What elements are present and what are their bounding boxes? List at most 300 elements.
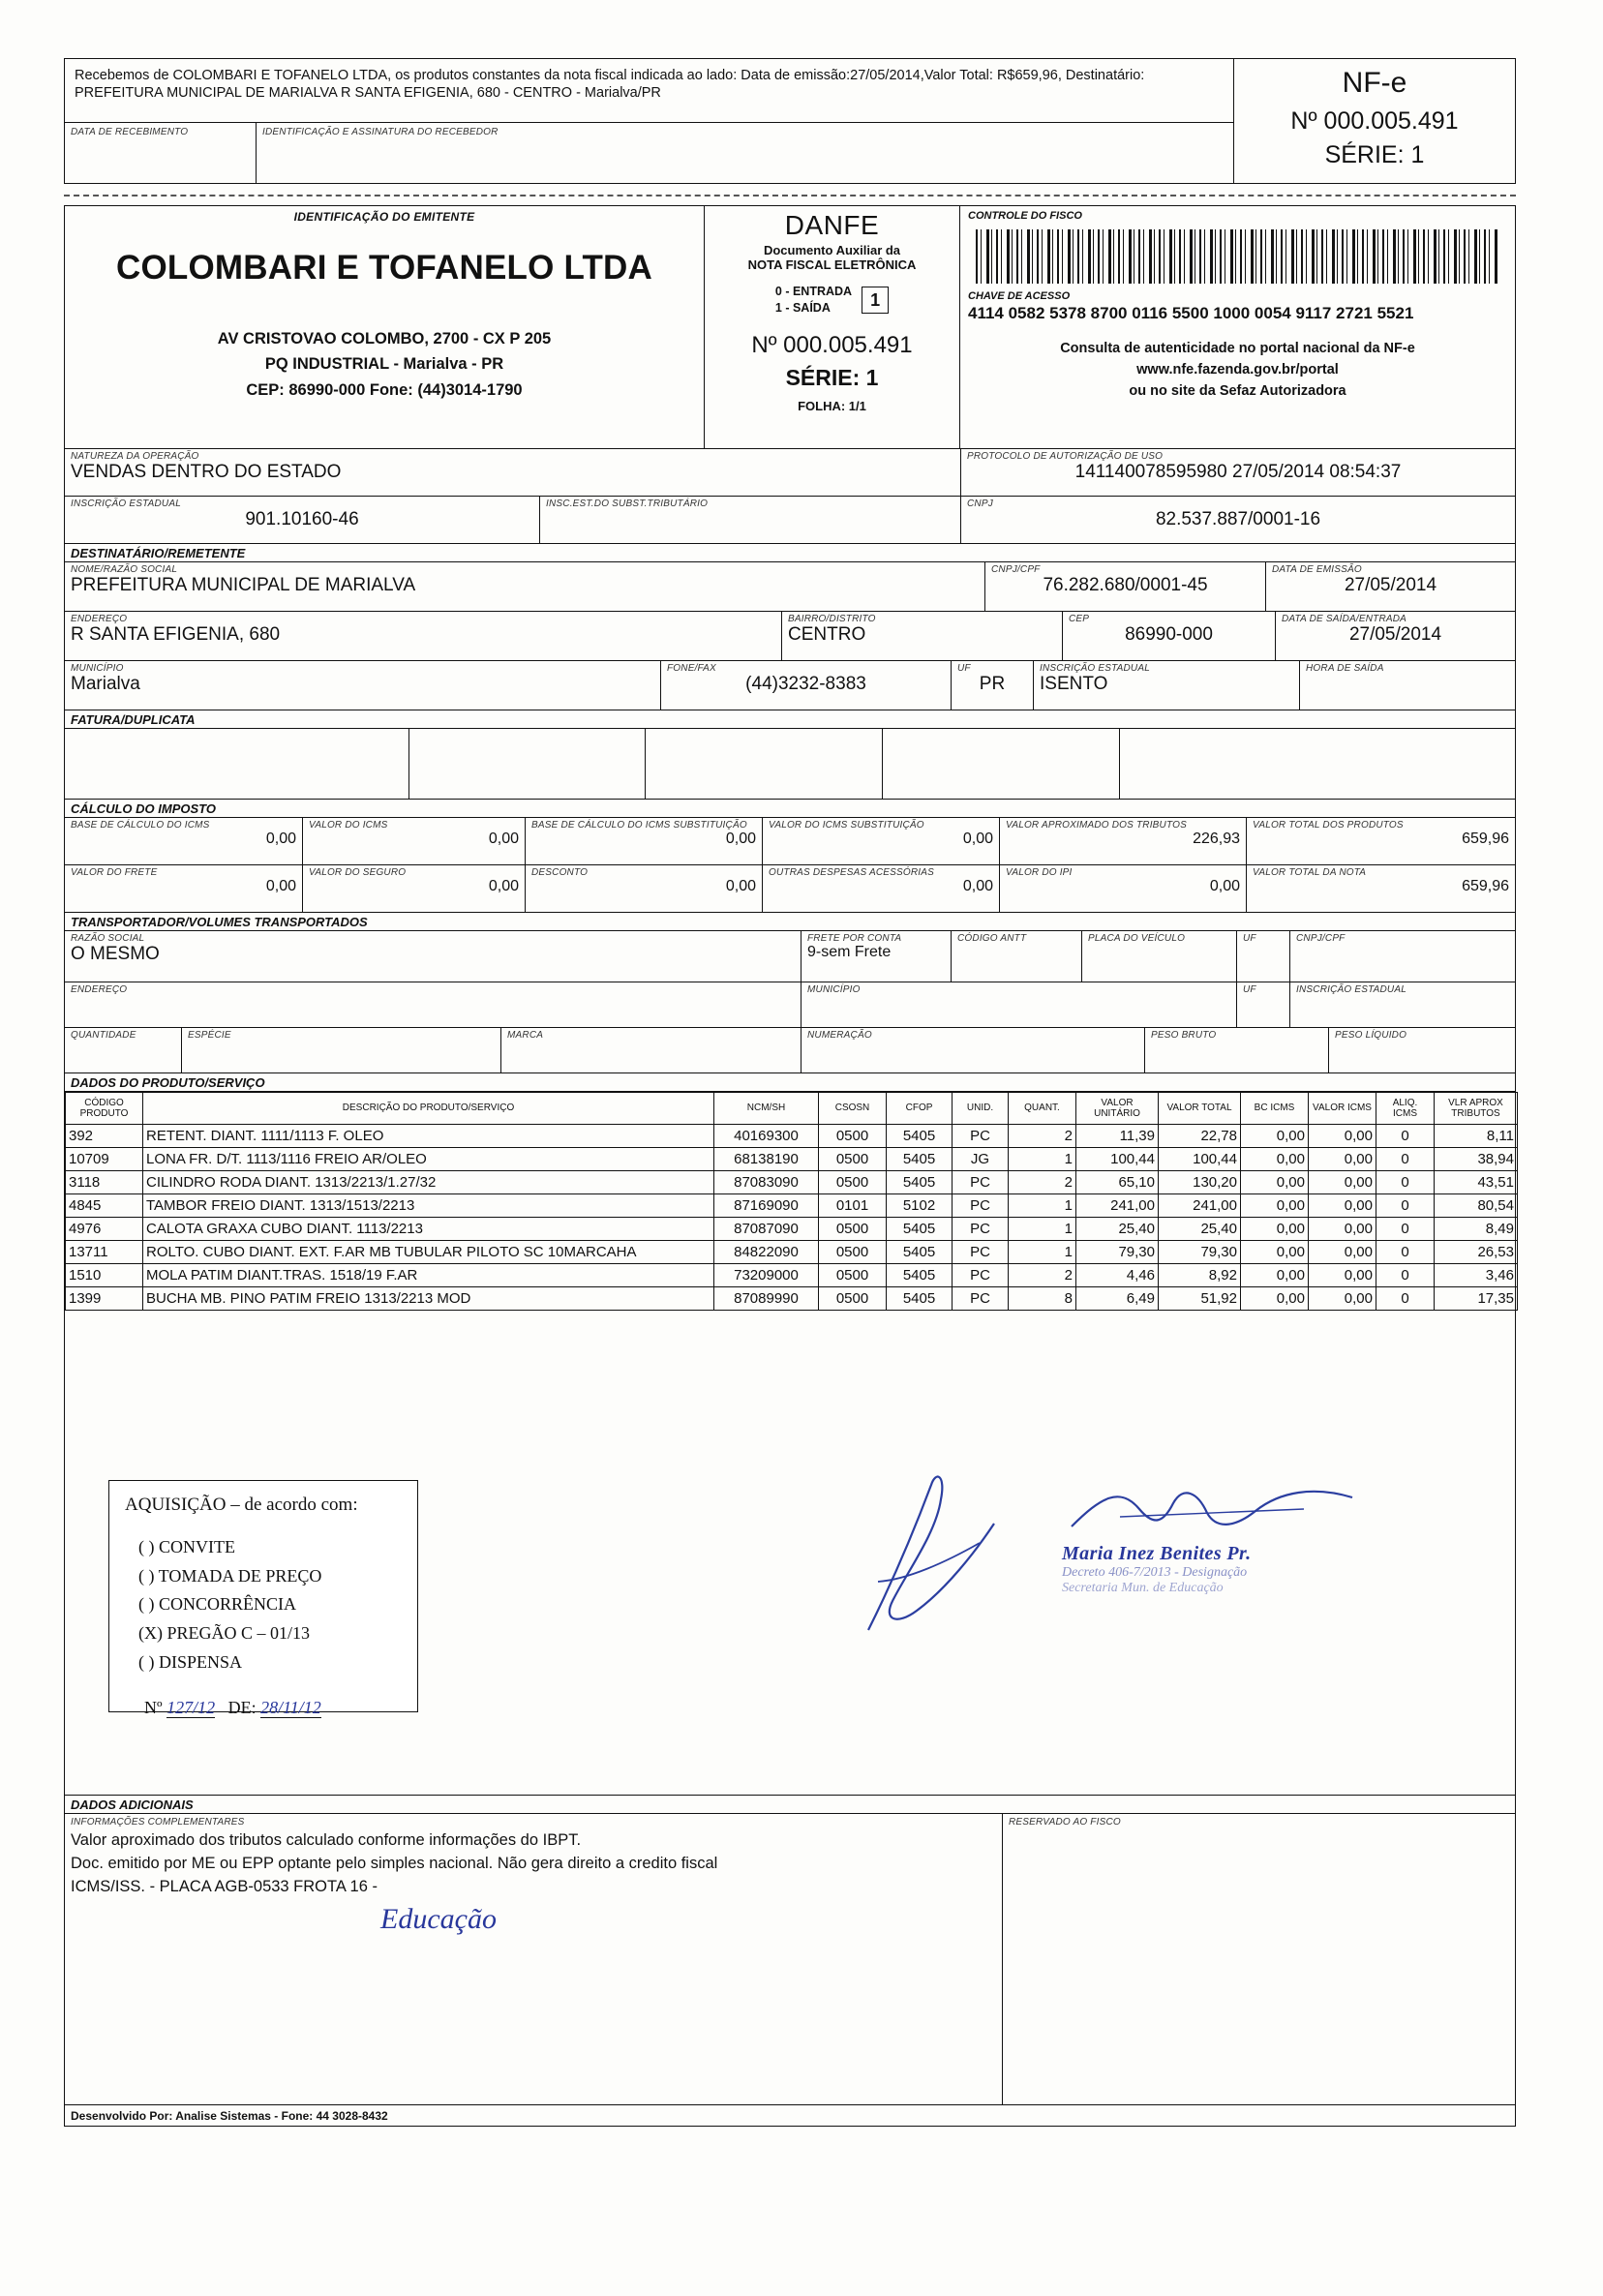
fisco-block xyxy=(960,206,1515,448)
recipient-phone-value: (44)3232-8383 xyxy=(745,674,866,694)
cell-unid: PC xyxy=(953,1171,1009,1194)
icms-st-base-value: 0,00 xyxy=(725,831,756,847)
cell-vtotal: 79,30 xyxy=(1159,1241,1241,1264)
cell-vicms: 0,00 xyxy=(1309,1241,1376,1264)
authenticity-line-1: Consulta de autenticidade no portal nacional da NF-e xyxy=(1060,341,1415,356)
cell-unid: PC xyxy=(953,1194,1009,1218)
icms-base-label: BASE DE CÁLCULO DO ICMS xyxy=(71,820,210,831)
invoice-total-value: 659,96 xyxy=(1462,878,1509,894)
cell-cfop: 5102 xyxy=(887,1194,953,1218)
cell-bcicms: 0,00 xyxy=(1241,1125,1309,1148)
table-row xyxy=(66,1264,1518,1287)
table-row xyxy=(66,1241,1518,1264)
volume-species-label: ESPÉCIE xyxy=(188,1030,231,1041)
signature-name: Maria Inez Benites Pr. xyxy=(1062,1543,1252,1564)
tax-row-2 xyxy=(65,864,1515,912)
cell-cfop: 5405 xyxy=(887,1148,953,1171)
carrier-city-label: MUNICÍPIO xyxy=(807,984,861,995)
operation-nature-cell xyxy=(65,449,960,496)
icms-st-value-cell xyxy=(762,818,999,864)
operation-nature-label: NATUREZA DA OPERAÇÃO xyxy=(71,451,199,462)
cell-vtotal: 100,44 xyxy=(1159,1148,1241,1171)
cell-vunit: 4,46 xyxy=(1076,1264,1159,1287)
carrier-section-title: TRANSPORTADOR/VOLUMES TRANSPORTADOS xyxy=(65,912,1515,930)
fisco-label: CONTROLE DO FISCO xyxy=(968,210,1082,222)
cell-vicms: 0,00 xyxy=(1309,1171,1376,1194)
cell-vtotal: 22,78 xyxy=(1159,1125,1241,1148)
cell-csosn: 0101 xyxy=(819,1194,887,1218)
cell-vtrib: 43,51 xyxy=(1435,1171,1518,1194)
th-quant: QUANT. xyxy=(1009,1093,1076,1125)
other-expenses-label: OUTRAS DESPESAS ACESSÓRIAS xyxy=(769,867,934,878)
th-cfop: CFOP xyxy=(887,1093,953,1125)
cell-codigo: 1510 xyxy=(66,1264,143,1287)
cell-vtrib: 8,11 xyxy=(1435,1125,1518,1148)
cell-csosn: 0500 xyxy=(819,1218,887,1241)
cell-vtrib: 3,46 xyxy=(1435,1264,1518,1287)
carrier-cnpj-cell xyxy=(1289,931,1515,982)
approx-tax-label: VALOR APROXIMADO DOS TRIBUTOS xyxy=(1006,820,1187,831)
danfe-series: SÉRIE: 1 xyxy=(785,364,879,390)
products-total-value: 659,96 xyxy=(1462,831,1509,847)
nfe-title: NF-e xyxy=(1342,67,1407,99)
cell-vtotal: 130,20 xyxy=(1159,1171,1241,1194)
cell-quant: 2 xyxy=(1009,1125,1076,1148)
cell-codigo: 10709 xyxy=(66,1148,143,1171)
danfe-block xyxy=(704,206,960,448)
receipt-date-label: DATA DE RECEBIMENTO xyxy=(71,127,189,137)
icms-st-base-cell xyxy=(525,818,762,864)
cell-cfop: 5405 xyxy=(887,1171,953,1194)
receipt-signature-label: IDENTIFICAÇÃO E ASSINATURA DO RECEBEDOR xyxy=(262,127,499,137)
freight-cell xyxy=(65,865,302,912)
cell-vtotal: 241,00 xyxy=(1159,1194,1241,1218)
cell-descricao: MOLA PATIM DIANT.TRAS. 1518/19 F.AR xyxy=(143,1264,714,1287)
cell-cfop: 5405 xyxy=(887,1264,953,1287)
recipient-phone-cell xyxy=(660,661,951,710)
gross-weight-cell xyxy=(1144,1028,1328,1072)
complementary-info-label: INFORMAÇÕES COMPLEMENTARES xyxy=(71,1817,245,1828)
receipt-stub-right xyxy=(1233,59,1515,183)
cell-descricao: CILINDRO RODA DIANT. 1313/2213/1.27/32 xyxy=(143,1171,714,1194)
fisco-reserved-label: RESERVADO AO FISCO xyxy=(1009,1817,1121,1828)
cell-vunit: 6,49 xyxy=(1076,1287,1159,1311)
products-table xyxy=(65,1092,1518,1311)
authenticity-line-2: www.nfe.fazenda.gov.br/portal xyxy=(1136,361,1339,378)
cell-aliq: 0 xyxy=(1376,1241,1435,1264)
cell-bcicms: 0,00 xyxy=(1241,1171,1309,1194)
acquisition-date-value: 28/11/12 xyxy=(260,1698,321,1718)
cell-ncm: 87087090 xyxy=(714,1218,819,1241)
danfe-sheet xyxy=(64,58,1516,2226)
cell-vtrib: 8,49 xyxy=(1435,1218,1518,1241)
cell-descricao: TAMBOR FREIO DIANT. 1313/1513/2213 xyxy=(143,1194,714,1218)
complementary-info-line-2: Doc. emitido por ME ou EPP optante pelo simples nacional. Não gera direito a credito fiscal xyxy=(71,1854,718,1872)
cell-codigo: 4976 xyxy=(66,1218,143,1241)
invoice-total-cell xyxy=(1246,865,1515,912)
th-csosn: CSOSN xyxy=(819,1093,887,1125)
th-vlr-trib: VLR APROX TRIBUTOS xyxy=(1435,1093,1518,1125)
vehicle-uf-label: UF xyxy=(1243,933,1256,944)
vehicle-uf-cell xyxy=(1236,931,1289,982)
authenticity-note xyxy=(968,339,1507,402)
emitter-cnpj-value: 82.537.887/0001-16 xyxy=(1155,509,1321,529)
receipt-stub-left xyxy=(65,59,1233,183)
acquisition-number-label: Nº xyxy=(144,1698,163,1718)
cell-unid: PC xyxy=(953,1287,1009,1311)
products-section-title: DADOS DO PRODUTO/SERVIÇO xyxy=(65,1072,1515,1091)
ipi-label: VALOR DO IPI xyxy=(1006,867,1073,878)
recipient-cep-cell xyxy=(1062,612,1275,660)
carrier-address-label: ENDEREÇO xyxy=(71,984,128,995)
cell-ncm: 68138190 xyxy=(714,1148,819,1171)
cell-ncm: 87083090 xyxy=(714,1171,819,1194)
danfe-entrada-label: 0 - ENTRADA xyxy=(774,285,853,298)
fisco-reserved-cell xyxy=(1002,1814,1515,2104)
tear-line xyxy=(64,195,1516,196)
icms-value-amount: 0,00 xyxy=(488,831,519,847)
th-ncm: NCM/SH xyxy=(714,1093,819,1125)
receipt-date-field[interactable] xyxy=(65,123,257,183)
cell-csosn: 0500 xyxy=(819,1241,887,1264)
emitente-address xyxy=(71,326,698,403)
signature-department: Secretaria Mun. de Educação xyxy=(1062,1581,1224,1595)
exit-date-value: 27/05/2014 xyxy=(1348,624,1442,645)
cell-aliq: 0 xyxy=(1376,1125,1435,1148)
recipient-row-2 xyxy=(65,611,1515,660)
cell-quant: 2 xyxy=(1009,1171,1076,1194)
access-key-label: CHAVE DE ACESSO xyxy=(968,290,1071,302)
cell-ncm: 40169300 xyxy=(714,1125,819,1148)
recipient-ie-cell xyxy=(1033,661,1299,710)
acquisition-option-dispensa[interactable]: ( ) DISPENSA xyxy=(138,1651,243,1672)
danfe-saida-label: 1 - SAÍDA xyxy=(774,300,831,315)
cell-aliq: 0 xyxy=(1376,1287,1435,1311)
freight-type-value: 9-sem Frete xyxy=(807,944,892,960)
cell-bcicms: 0,00 xyxy=(1241,1148,1309,1171)
recipient-city-label: MUNICÍPIO xyxy=(71,663,124,674)
nfe-series: SÉRIE: 1 xyxy=(1324,141,1425,168)
cell-ncm: 84822090 xyxy=(714,1241,819,1264)
emitter-cnpj-cell xyxy=(960,497,1515,543)
protocol-cell xyxy=(960,449,1515,496)
cell-codigo: 392 xyxy=(66,1125,143,1148)
cell-vunit: 100,44 xyxy=(1076,1148,1159,1171)
state-registration-value: 901.10160-46 xyxy=(245,509,359,529)
volume-numbering-label: NUMERAÇÃO xyxy=(807,1030,872,1041)
tax-row-1 xyxy=(65,817,1515,864)
recipient-cep-label: CEP xyxy=(1069,614,1090,624)
insurance-value: 0,00 xyxy=(488,878,519,894)
recipient-ie-label: INSCRIÇÃO ESTADUAL xyxy=(1040,663,1150,674)
recipient-city-value: Marialva xyxy=(71,674,140,694)
recipient-cnpj-value: 76.282.680/0001-45 xyxy=(1043,575,1208,595)
cell-vicms: 0,00 xyxy=(1309,1264,1376,1287)
insurance-cell xyxy=(302,865,525,912)
th-codigo: CÓDIGO PRODUTO xyxy=(66,1093,143,1125)
table-row xyxy=(66,1218,1518,1241)
signature-decree: Decreto 406-7/2013 - Designação xyxy=(1062,1565,1248,1580)
cell-unid: PC xyxy=(953,1218,1009,1241)
issue-date-value: 27/05/2014 xyxy=(1344,575,1437,595)
icms-st-value-amount: 0,00 xyxy=(962,831,993,847)
danfe-operation-value: 1 xyxy=(862,287,889,314)
receipt-signature-field[interactable] xyxy=(257,123,1233,183)
cell-unid: PC xyxy=(953,1264,1009,1287)
cell-bcicms: 0,00 xyxy=(1241,1218,1309,1241)
ipi-value: 0,00 xyxy=(1209,878,1240,894)
carrier-ie-cell xyxy=(1289,982,1515,1027)
invoice-box-3[interactable] xyxy=(646,729,883,799)
cell-codigo: 4845 xyxy=(66,1194,143,1218)
table-row xyxy=(66,1194,1518,1218)
cell-csosn: 0500 xyxy=(819,1287,887,1311)
cell-cfop: 5405 xyxy=(887,1218,953,1241)
cell-ncm: 87089990 xyxy=(714,1287,819,1311)
cell-csosn: 0500 xyxy=(819,1171,887,1194)
exit-date-label: DATA DE SAÍDA/ENTRADA xyxy=(1282,614,1407,624)
cell-vicms: 0,00 xyxy=(1309,1287,1376,1311)
invoice-box-1[interactable] xyxy=(65,729,408,799)
cell-aliq: 0 xyxy=(1376,1171,1435,1194)
cell-ncm: 73209000 xyxy=(714,1264,819,1287)
danfe-subtitle-1: Documento Auxiliar da xyxy=(763,243,901,257)
carrier-name-value: O MESMO xyxy=(71,944,160,964)
cell-cfop: 5405 xyxy=(887,1241,953,1264)
danfe-header xyxy=(65,206,1515,448)
recipient-city-cell xyxy=(65,661,660,710)
cell-descricao: ROLTO. CUBO DIANT. EXT. F.AR MB TUBULAR PILOTO SC 10MARCAHA xyxy=(143,1241,714,1264)
cell-quant: 8 xyxy=(1009,1287,1076,1311)
cell-cfop: 5405 xyxy=(887,1125,953,1148)
gross-weight-label: PESO BRUTO xyxy=(1151,1030,1217,1041)
volume-species-cell xyxy=(181,1028,500,1072)
carrier-row-1 xyxy=(65,930,1515,982)
cell-vunit: 79,30 xyxy=(1076,1241,1159,1264)
invoice-box-2[interactable] xyxy=(408,729,646,799)
invoice-total-label: VALOR TOTAL DA NOTA xyxy=(1253,867,1367,878)
acquisition-option-concorrencia[interactable]: ( ) CONCORRÊNCIA xyxy=(138,1594,297,1615)
operation-nature-value: VENDAS DENTRO DO ESTADO xyxy=(71,462,342,482)
cell-aliq: 0 xyxy=(1376,1264,1435,1287)
cell-unid: JG xyxy=(953,1148,1009,1171)
freight-label: VALOR DO FRETE xyxy=(71,867,158,878)
emitter-cnpj-label: CNPJ xyxy=(967,498,993,509)
carrier-city-cell xyxy=(801,982,1236,1027)
other-expenses-cell xyxy=(762,865,999,912)
net-weight-cell xyxy=(1328,1028,1515,1072)
cell-vunit: 11,39 xyxy=(1076,1125,1159,1148)
complementary-info-line-1: Valor aproximado dos tributos calculado conforme informações do IBPT. xyxy=(71,1831,582,1849)
icms-base-cell xyxy=(65,818,302,864)
protocol-label: PROTOCOLO DE AUTORIZAÇÃO DE USO xyxy=(967,451,1164,462)
blank-signature-area xyxy=(65,1311,1515,1795)
emitente-name: COLOMBARI E TOFANELO LTDA xyxy=(116,249,652,287)
table-row xyxy=(66,1287,1518,1311)
carrier-ie-label: INSCRIÇÃO ESTADUAL xyxy=(1296,984,1406,995)
emitente-section-label: IDENTIFICAÇÃO DO EMITENTE xyxy=(293,210,475,224)
registration-row xyxy=(65,496,1515,543)
invoice-section-title: FATURA/DUPLICATA xyxy=(65,710,1515,728)
recipient-name-cell xyxy=(65,562,984,611)
cell-quant: 1 xyxy=(1009,1241,1076,1264)
cell-bcicms: 0,00 xyxy=(1241,1287,1309,1311)
cell-vunit: 241,00 xyxy=(1076,1194,1159,1218)
cell-quant: 1 xyxy=(1009,1148,1076,1171)
complementary-info-line-3: ICMS/ISS. - PLACA AGB-0533 FROTA 16 - xyxy=(71,1877,378,1895)
cell-vtrib: 38,94 xyxy=(1435,1148,1518,1171)
recipient-name-label: NOME/RAZÃO SOCIAL xyxy=(71,564,178,575)
danfe-operation-type xyxy=(709,284,955,317)
danfe-operation-labels xyxy=(775,284,852,317)
nfe-number: Nº 000.005.491 xyxy=(1290,107,1459,135)
danfe-main xyxy=(64,205,1516,2127)
recipient-cep-value: 86990-000 xyxy=(1125,624,1213,645)
operation-nature-row xyxy=(65,448,1515,496)
volume-brand-label: MARCA xyxy=(507,1030,544,1041)
emitente-cep-phone: CEP: 86990-000 Fone: (44)3014-1790 xyxy=(246,380,523,399)
freight-type-cell xyxy=(801,931,951,982)
cell-ncm: 87169090 xyxy=(714,1194,819,1218)
cell-aliq: 0 xyxy=(1376,1218,1435,1241)
danfe-sheet-number: FOLHA: 1/1 xyxy=(798,398,866,413)
net-weight-label: PESO LÍQUIDO xyxy=(1335,1030,1407,1041)
carrier-name-label: RAZÃO SOCIAL xyxy=(71,933,145,944)
developer-footer: Desenvolvido Por: Analise Sistemas - Fone: 44 3028-8432 xyxy=(65,2104,1515,2126)
cell-vicms: 0,00 xyxy=(1309,1218,1376,1241)
products-table-body xyxy=(66,1125,1518,1311)
protocol-value: 141140078595980 27/05/2014 08:54:37 xyxy=(1074,462,1402,482)
cell-codigo: 3118 xyxy=(66,1171,143,1194)
carrier-address-cell xyxy=(65,982,801,1027)
recipient-row-1 xyxy=(65,561,1515,611)
issue-date-label: DATA DE EMISSÃO xyxy=(1272,564,1362,575)
cell-vtotal: 8,92 xyxy=(1159,1264,1241,1287)
freight-value: 0,00 xyxy=(265,878,296,894)
products-total-cell xyxy=(1246,818,1515,864)
vehicle-plate-cell xyxy=(1081,931,1236,982)
cell-cfop: 5405 xyxy=(887,1287,953,1311)
cell-vtrib: 17,35 xyxy=(1435,1287,1518,1311)
cell-descricao: BUCHA MB. PINO PATIM FREIO 1313/2213 MOD xyxy=(143,1287,714,1311)
icms-value-cell xyxy=(302,818,525,864)
table-row xyxy=(66,1125,1518,1148)
invoice-boxes xyxy=(65,728,1515,799)
cell-csosn: 0500 xyxy=(819,1125,887,1148)
cell-csosn: 0500 xyxy=(819,1148,887,1171)
acquisition-option-pregao[interactable]: (X) PREGÃO C – 01/13 xyxy=(138,1623,311,1644)
recipient-name-value: PREFEITURA MUNICIPAL DE MARIALVA xyxy=(71,575,416,595)
carrier-uf-label: UF xyxy=(1243,984,1256,995)
substitute-registration-cell xyxy=(539,497,960,543)
cell-quant: 1 xyxy=(1009,1194,1076,1218)
cell-bcicms: 0,00 xyxy=(1241,1264,1309,1287)
cell-vtotal: 51,92 xyxy=(1159,1287,1241,1311)
signature-scribble-left xyxy=(839,1465,1023,1649)
th-bc-icms: BC ICMS xyxy=(1241,1093,1309,1125)
acquisition-option-tomada[interactable]: ( ) TOMADA DE PREÇO xyxy=(138,1565,322,1586)
discount-cell xyxy=(525,865,762,912)
exit-time-label: HORA DE SAÍDA xyxy=(1306,663,1384,674)
th-valor-unitario: VALOR UNITÁRIO xyxy=(1076,1093,1159,1125)
th-unid: UNID. xyxy=(953,1093,1009,1125)
cell-descricao: LONA FR. D/T. 1113/1116 FREIO AR/OLEO xyxy=(143,1148,714,1171)
approx-tax-value: 226,93 xyxy=(1193,831,1240,847)
cell-unid: PC xyxy=(953,1125,1009,1148)
icms-st-base-label: BASE DE CÁLCULO DO ICMS SUBSTITUIÇÃO xyxy=(531,820,747,831)
cell-vicms: 0,00 xyxy=(1309,1194,1376,1218)
acquisition-box xyxy=(108,1480,418,1718)
recipient-uf-cell xyxy=(951,661,1033,710)
acquisition-date-label: DE: xyxy=(227,1698,257,1718)
volume-quantity-cell xyxy=(65,1028,181,1072)
vehicle-plate-label: PLACA DO VEÍCULO xyxy=(1088,933,1186,944)
cell-codigo: 13711 xyxy=(66,1241,143,1264)
carrier-name-cell xyxy=(65,931,801,982)
additional-data-title: DADOS ADICIONAIS xyxy=(65,1795,1515,1813)
invoice-box-4[interactable] xyxy=(883,729,1120,799)
danfe-title: DANFE xyxy=(784,210,880,240)
antt-code-label: CÓDIGO ANTT xyxy=(957,933,1027,944)
recipient-uf-value: PR xyxy=(979,674,1006,694)
discount-label: DESCONTO xyxy=(531,867,589,878)
th-descricao: DESCRIÇÃO DO PRODUTO/SERVIÇO xyxy=(143,1093,714,1125)
antt-code-cell xyxy=(951,931,1081,982)
tax-section-title: CÁLCULO DO IMPOSTO xyxy=(65,799,1515,817)
freight-type-label: FRETE POR CONTA xyxy=(807,933,902,944)
table-row xyxy=(66,1171,1518,1194)
recipient-cnpj-label: CNPJ/CPF xyxy=(991,564,1041,575)
receipt-stub-fields xyxy=(65,122,1233,183)
recipient-address-cell xyxy=(65,612,781,660)
acquisition-option-convite[interactable]: ( ) CONVITE xyxy=(138,1537,235,1556)
icms-value-label: VALOR DO ICMS xyxy=(309,820,388,831)
additional-data-box xyxy=(65,1813,1515,2104)
carrier-cnpj-label: CNPJ/CPF xyxy=(1296,933,1346,944)
volume-quantity-label: QUANTIDADE xyxy=(71,1030,136,1041)
products-table-wrap xyxy=(65,1091,1515,1311)
cell-bcicms: 0,00 xyxy=(1241,1241,1309,1264)
cell-vicms: 0,00 xyxy=(1309,1148,1376,1171)
invoice-box-5[interactable] xyxy=(1120,729,1515,799)
cell-bcicms: 0,00 xyxy=(1241,1194,1309,1218)
recipient-ie-value: ISENTO xyxy=(1040,674,1108,694)
icms-st-value-label: VALOR DO ICMS SUBSTITUIÇÃO xyxy=(769,820,924,831)
discount-value: 0,00 xyxy=(725,878,756,894)
cell-aliq: 0 xyxy=(1376,1194,1435,1218)
cell-aliq: 0 xyxy=(1376,1148,1435,1171)
acquisition-number-value: 127/12 xyxy=(166,1698,216,1718)
products-total-label: VALOR TOTAL DOS PRODUTOS xyxy=(1253,820,1404,831)
other-expenses-value: 0,00 xyxy=(962,878,993,894)
signature-scribble-right xyxy=(1062,1480,1372,1538)
cell-vunit: 25,40 xyxy=(1076,1218,1159,1241)
carrier-row-3 xyxy=(65,1027,1515,1072)
cell-vtrib: 80,54 xyxy=(1435,1194,1518,1218)
receipt-stub-text: Recebemos de COLOMBARI E TOFANELO LTDA, os produtos constantes da nota fiscal indicada ao lado: Data de emissão:27/05/2014,Valor Total: R$659,96, Destinatário: PREFEITURA MUNICIPAL DE MARIALVA R SANTA EFIGENIA, 680 - CENTRO - Marialva/PR xyxy=(75,68,1145,102)
th-valor-total: VALOR TOTAL xyxy=(1159,1093,1241,1125)
receipt-stub xyxy=(64,58,1516,184)
cell-vtrib: 26,53 xyxy=(1435,1241,1518,1264)
issue-date-cell xyxy=(1265,562,1515,611)
danfe-number: Nº 000.005.491 xyxy=(751,331,913,358)
emitente-street: AV CRISTOVAO COLOMBO, 2700 - CX P 205 xyxy=(217,330,552,347)
recipient-row-3 xyxy=(65,660,1515,710)
danfe-subtitle-2: NOTA FISCAL ELETRÔNICA xyxy=(747,257,917,272)
icms-base-value: 0,00 xyxy=(265,831,296,847)
exit-date-cell xyxy=(1275,612,1515,660)
recipient-phone-label: FONE/FAX xyxy=(667,663,716,674)
